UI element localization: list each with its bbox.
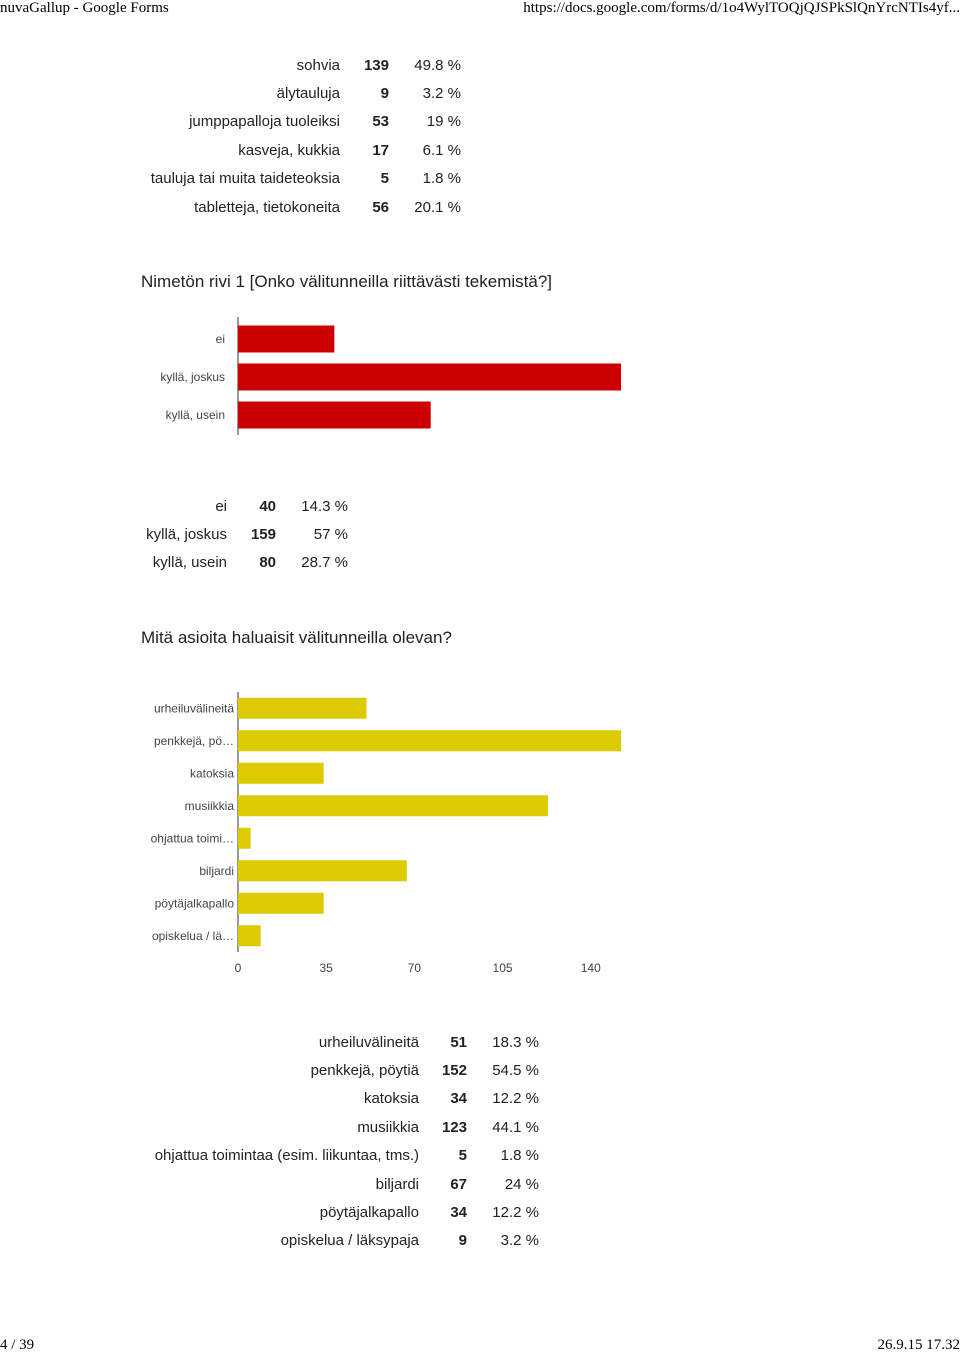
category-label: kyllä, usein — [165, 408, 225, 422]
response-percent: 49.8 % — [414, 56, 461, 74]
response-count: 34 — [450, 1204, 467, 1222]
response-count: 152 — [441, 1062, 467, 1080]
response-count: 67 — [450, 1175, 467, 1193]
question-title-1: Nimetön rivi 1 [Onko välitunneilla riittävästi tekemistä?] — [141, 272, 552, 291]
option-label: musiikkia — [357, 1118, 419, 1136]
response-count: 34 — [450, 1090, 467, 1108]
summary-row — [141, 1227, 539, 1255]
option-label: biljardi — [375, 1175, 419, 1193]
response-count: 51 — [450, 1033, 467, 1051]
tick-label: 35 — [319, 961, 333, 975]
response-count: 123 — [441, 1118, 467, 1136]
category-label: opiskelua / lä… — [151, 928, 234, 943]
bar — [238, 730, 621, 751]
page-number: 4 / 39 — [0, 1337, 35, 1353]
option-label: kyllä, joskus — [146, 526, 227, 544]
response-count: 139 — [363, 56, 389, 74]
option-label: älytauluja — [276, 85, 340, 103]
bar — [238, 698, 367, 719]
summary-table-2 — [141, 1028, 539, 1255]
category-label: katoksia — [189, 766, 234, 781]
response-count: 9 — [458, 1232, 467, 1250]
response-count: 56 — [372, 198, 389, 216]
bar — [238, 860, 407, 881]
category-label: biljardi — [199, 863, 234, 878]
category-label: penkkejä, pö… — [153, 733, 234, 748]
summary-row — [141, 1113, 539, 1141]
bar — [238, 893, 324, 914]
response-count: 9 — [380, 85, 389, 103]
category-label: urheiluvälineitä — [153, 701, 234, 716]
tick-label: 70 — [407, 961, 422, 975]
response-count: 159 — [250, 526, 276, 544]
tick-label: 105 — [492, 961, 513, 975]
option-label: penkkejä, pöytiä — [310, 1062, 419, 1080]
response-percent: 14.3 % — [301, 497, 348, 515]
option-label: tauluja tai muita taideteoksia — [150, 170, 340, 188]
response-percent: 18.3 % — [492, 1033, 539, 1051]
category-label: ei — [215, 332, 225, 346]
response-percent: 3.2 % — [500, 1232, 539, 1250]
response-percent: 44.1 % — [492, 1118, 539, 1136]
response-count: 17 — [372, 141, 389, 159]
summary-row — [141, 1170, 539, 1198]
bar — [238, 795, 548, 816]
response-percent: 6.1 % — [422, 141, 461, 159]
response-percent: 12.2 % — [492, 1090, 539, 1108]
summary-row — [141, 1056, 539, 1084]
response-percent: 54.5 % — [492, 1062, 539, 1080]
bar — [238, 763, 324, 784]
response-percent: 1.8 % — [422, 170, 461, 188]
browser-title: nuvaGallup - Google Forms — [0, 0, 169, 16]
option-label: katoksia — [363, 1090, 419, 1108]
summary-row — [141, 1198, 539, 1226]
response-count: 40 — [259, 497, 276, 515]
bar — [238, 925, 261, 946]
option-label: ohjattua toimintaa (esim. liikuntaa, tms.) — [154, 1147, 419, 1165]
option-label: pöytäjalkapallo — [319, 1204, 419, 1222]
response-percent: 20.1 % — [414, 198, 461, 216]
print-datetime: 26.9.15 17.32 — [877, 1337, 960, 1353]
category-label: ohjattua toimi… — [150, 831, 234, 846]
option-label: opiskelua / läksypaja — [280, 1232, 419, 1250]
response-percent: 57 % — [313, 526, 348, 544]
response-percent: 24 % — [504, 1175, 539, 1193]
response-percent: 1.8 % — [500, 1147, 539, 1165]
option-label: kasveja, kukkia — [238, 141, 340, 159]
summary-row — [141, 1142, 539, 1170]
response-percent: 12.2 % — [492, 1204, 539, 1222]
summary-row — [141, 1085, 539, 1113]
response-count: 80 — [259, 554, 276, 572]
category-label: musiikkia — [184, 798, 234, 813]
option-label: urheiluvälineitä — [318, 1033, 419, 1051]
summary-row — [141, 1028, 539, 1056]
option-label: jumppapalloja tuoleiksi — [189, 113, 340, 131]
option-label: sohvia — [296, 56, 340, 74]
tick-label: 0 — [234, 961, 242, 975]
option-label: kyllä, usein — [152, 554, 227, 572]
bar — [238, 828, 251, 849]
option-label: ei — [215, 497, 227, 515]
option-label: tabletteja, tietokoneita — [194, 198, 340, 216]
category-label: kyllä, joskus — [160, 370, 225, 384]
page-url: https://docs.google.com/forms/d/1o4WylTOQjQJSPkSlQnYrcNTIs4yf... — [523, 0, 960, 16]
response-count: 5 — [380, 170, 389, 188]
response-percent: 3.2 % — [422, 85, 461, 103]
response-count: 53 — [372, 113, 389, 131]
category-label: pöytäjalkapallo — [154, 896, 234, 911]
response-percent: 28.7 % — [301, 554, 348, 572]
question-title-2: Mitä asioita haluaisit välitunneilla olevan? — [141, 628, 452, 647]
tick-label: 140 — [580, 961, 601, 975]
response-percent: 19 % — [426, 113, 461, 131]
response-count: 5 — [458, 1147, 467, 1165]
